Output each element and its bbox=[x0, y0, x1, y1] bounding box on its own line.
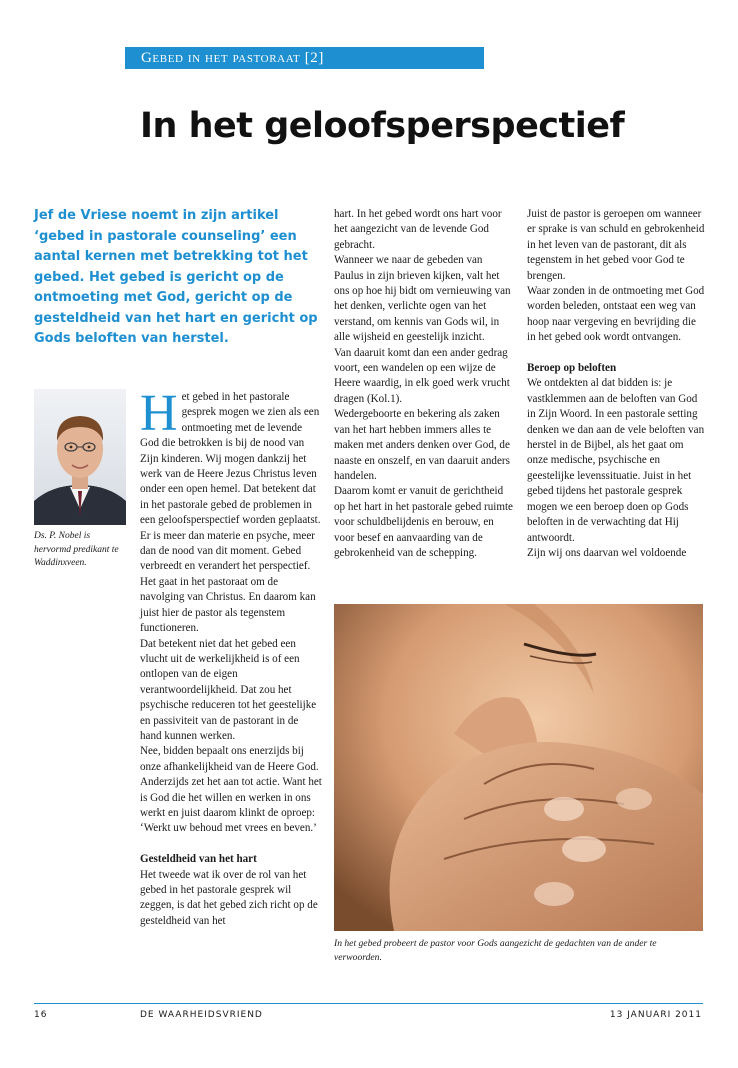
paragraph: Wedergeboorte en bekering als zaken van het hart hebben immers alles te maken met anders denken over God, de naaste en onszelf, en van daaruit anders handelen. bbox=[334, 408, 510, 482]
paragraph: Nee, bidden bepaalt ons enerzijds bij onze afhankelijkheid van de Heere God. bbox=[140, 745, 319, 773]
article-headline: In het geloofsperspectief bbox=[140, 106, 625, 146]
series-label: Gebed in het pastoraat [2] bbox=[125, 47, 484, 69]
paragraph bbox=[140, 385, 322, 575]
paragraph: Van daaruit komt dan een ander gedrag voort, een wandelen op een wijze de Heere waardig, in elk goed werk vrucht dragen (Kol.1). bbox=[334, 346, 510, 405]
author-portrait bbox=[34, 389, 126, 525]
paragraph-text: et gebed in het pastorale gesprek mogen we zien als een ontmoeting met de levende God die betrokken is bij de nood van Zijn kinderen. Wij mogen dankzij het werk van de Heere Jezus Christus leven onder een open hemel. Dat betekent dat in het pastorale gebed de problemen in een geloofsperspectief worden geplaatst. Er is meer dan materie en psyche, meer dan de nood van dit moment. Gebed verbreedt en verandert het perspectief. bbox=[140, 391, 321, 573]
paragraph: Het tweede wat ik over de rol van het gebed in het pastorale gesprek wil zeggen, is dat het gebed zich richt op de gesteldheid van het bbox=[140, 868, 318, 927]
prayer-photo bbox=[334, 604, 703, 931]
portrait-caption-line: Waddinxveen. bbox=[34, 558, 87, 568]
magazine-name: DE WAARHEIDSVRIEND bbox=[140, 1010, 263, 1020]
paragraph: Dat betekent niet dat het gebed een vlucht uit de werkelijkheid is of een ontlopen van de eigen verantwoordelijkheid. Dat zou het psychische reduceren tot het geestelijke en passiviteit van de pastorant in de hand kunnen werken. bbox=[140, 637, 317, 742]
paragraph: We ontdekten al dat bidden is: je vastklemmen aan de beloften van God in Zijn Woord. In een pastorale setting denken we dan aan de vele beloften van herstel in de Bijbel, als het gaat om onze medische, psychische en geestelijke levenssituatie. Juist in het gebed tijdens het pastorale gesprek mogen we een beroep doen op Gods beloften in de verwachting dat Hij antwoordt. bbox=[527, 377, 705, 544]
paragraph: hart. In het gebed wordt ons hart voor het aangezicht van de levende God gebracht. bbox=[334, 208, 502, 251]
section-heading: Beroep op beloften bbox=[527, 362, 617, 375]
paragraph: Daarom komt er vanuit de gerichtheid op het hart in het pastorale gebed ruimte voor schuldbelijdenis en berouw, en voor besef en aanvaarding van de gebrokenheid van de schepping. bbox=[334, 485, 513, 559]
drop-cap: H bbox=[140, 385, 178, 442]
page-number: 16 bbox=[34, 1010, 48, 1020]
section-heading: Gesteldheid van het hart bbox=[140, 853, 257, 866]
article-intro: Jef de Vriese noemt in zijn artikel ‘gebed in pastorale counseling’ een aantal kernen met betrekking tot het gebed. Het gebed is gericht op de ontmoeting met God, gericht op de gesteldheid van het hart en gericht op Gods beloften van herstel. bbox=[34, 208, 318, 346]
body-column-1 bbox=[140, 385, 322, 929]
paragraph: Het gaat in het pastoraat om de navolging van Christus. En daarom kan juist hier de pastor als tegenstem functioneren. bbox=[140, 575, 316, 635]
paragraph: Wanneer we naar de gebeden van Paulus in zijn brieven kijken, valt het ons op hoe hij bidt om vernieuwing van het denken, verlichte ogen van het verstand, om kennis van Gods wil, in alle wijsheid en geestelijk inzicht. bbox=[334, 254, 511, 344]
body-column-2 bbox=[334, 207, 514, 561]
paragraph: Juist de pastor is geroepen om wanneer er sprake is van schuld en gebrokenheid in het leven van de pastorant, dit als tegenstem in het gebed voor God te brengen. bbox=[527, 208, 705, 282]
paragraph: Waar zonden in de ontmoeting met God worden beleden, ontstaat een weg van hoop naar vergeving en bevrijding die in het gebed ook wordt ontvangen. bbox=[527, 285, 705, 344]
portrait-caption-line: Ds. P. Nobel is bbox=[34, 531, 91, 541]
issue-date: 13 JANUARI 2011 bbox=[609, 1010, 702, 1020]
photo-caption: In het gebed probeert de pastor voor Gods aangezicht de gedachten van de ander te verwoorden. bbox=[334, 938, 657, 963]
footer-rule bbox=[34, 1003, 703, 1004]
paragraph: Anderzijds zet het aan tot actie. Want het is God die het willen en werken in ons werkt en juist daarom klinkt de oproep: ‘Werkt uw behoud met vrees en beven.’ bbox=[140, 776, 322, 835]
portrait-caption-line: hervormd predikant te bbox=[34, 544, 119, 555]
body-column-3 bbox=[527, 207, 707, 561]
portrait-caption bbox=[34, 530, 130, 571]
paragraph: Zijn wij ons daarvan wel voldoende bbox=[527, 546, 687, 559]
